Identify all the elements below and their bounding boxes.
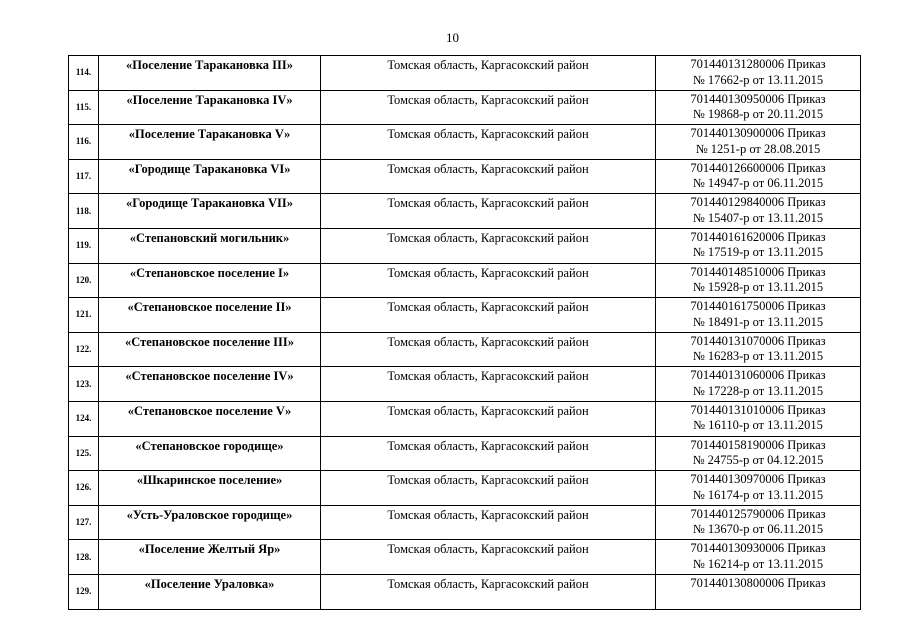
table-row xyxy=(69,505,861,540)
registration-number: 701440158190006 Приказ xyxy=(690,437,826,452)
table-row xyxy=(69,298,861,333)
registration-document xyxy=(656,332,861,367)
registration-document xyxy=(656,194,861,229)
order-reference: № 16283-р от 13.11.2015 xyxy=(692,349,824,364)
order-reference: № 13670-р от 06.11.2015 xyxy=(692,522,824,537)
row-number: 120. xyxy=(69,263,99,298)
object-location: Томская область, Каргасокский район xyxy=(321,332,656,367)
order-reference: № 1251-р от 28.08.2015 xyxy=(695,141,821,156)
registration-number: 701440161750006 Приказ xyxy=(690,299,826,314)
order-reference: № 16110-р от 13.11.2015 xyxy=(693,418,823,433)
object-location: Томская область, Каргасокский район xyxy=(321,298,656,333)
row-number: 117. xyxy=(69,159,99,194)
object-name: «Усть-Ураловское городище» xyxy=(99,505,321,540)
registration-number: 701440131280006 Приказ xyxy=(690,57,826,71)
heritage-registry-table xyxy=(68,55,861,610)
registration-document xyxy=(656,228,861,263)
table-row xyxy=(69,125,861,160)
object-name: «Городище Таракановка VII» xyxy=(99,194,321,229)
table-row xyxy=(69,367,861,402)
order-reference: № 14947-р от 06.11.2015 xyxy=(692,176,824,191)
registration-number: 701440129840006 Приказ xyxy=(690,195,826,210)
order-reference: № 24755-р от 04.12.2015 xyxy=(692,453,824,468)
registration-number: 701440126600006 Приказ xyxy=(690,160,826,175)
order-reference: № 15928-р от 13.11.2015 xyxy=(692,280,824,295)
row-number: 125. xyxy=(69,436,99,471)
order-reference: № 19868-р от 20.11.2015 xyxy=(692,107,824,122)
object-location: Томская область, Каргасокский район xyxy=(321,125,656,160)
registration-number: 701440125790006 Приказ xyxy=(690,506,826,521)
object-location: Томская область, Каргасокский район xyxy=(321,263,656,298)
registration-document xyxy=(656,540,861,575)
object-name: «Поселение Таракановка V» xyxy=(99,125,321,160)
order-reference: № 16174-р от 13.11.2015 xyxy=(692,487,824,502)
table-row xyxy=(69,401,861,436)
object-location: Томская область, Каргасокский район xyxy=(321,471,656,506)
object-location: Томская область, Каргасокский район xyxy=(321,436,656,471)
table-row xyxy=(69,90,861,125)
object-name: «Поселение Ураловка» xyxy=(99,574,321,609)
registration-document xyxy=(656,56,861,91)
order-reference: № 16214-р от 13.11.2015 xyxy=(692,556,824,571)
order-reference: № 17228-р от 13.11.2015 xyxy=(692,383,824,398)
registration-document xyxy=(656,471,861,506)
object-name: «Степановское городище» xyxy=(99,436,321,471)
row-number: 115. xyxy=(69,90,99,125)
row-number: 116. xyxy=(69,125,99,160)
registration-document xyxy=(656,574,861,609)
object-location: Томская область, Каргасокский район xyxy=(321,401,656,436)
registration-number: 701440130900006 Приказ xyxy=(690,126,826,141)
registration-document xyxy=(656,367,861,402)
object-location: Томская область, Каргасокский район xyxy=(321,540,656,575)
table-row xyxy=(69,436,861,471)
object-name: «Поселение Таракановка IV» xyxy=(99,90,321,125)
registration-document xyxy=(656,263,861,298)
object-location: Томская область, Каргасокский район xyxy=(321,56,656,91)
object-name: «Степановское поселение I» xyxy=(99,263,321,298)
table-row xyxy=(69,540,861,575)
registration-document xyxy=(656,436,861,471)
object-name: «Поселение Таракановка III» xyxy=(99,56,321,91)
registration-number: 701440161620006 Приказ xyxy=(690,229,826,244)
object-name: «Шкаринское поселение» xyxy=(99,471,321,506)
row-number: 127. xyxy=(69,505,99,540)
row-number: 119. xyxy=(69,228,99,263)
registration-number: 701440130930006 Приказ xyxy=(690,541,826,556)
registration-number: 701440148510006 Приказ xyxy=(690,264,826,279)
registration-document xyxy=(656,125,861,160)
row-number: 126. xyxy=(69,471,99,506)
order-reference: № 15407-р от 13.11.2015 xyxy=(692,210,824,225)
row-number: 129. xyxy=(69,574,99,609)
table-row xyxy=(69,332,861,367)
order-reference: № 17662-р от 13.11.2015 xyxy=(692,72,824,87)
row-number: 124. xyxy=(69,401,99,436)
object-name: «Степановское поселение IV» xyxy=(99,367,321,402)
object-location: Томская область, Каргасокский район xyxy=(321,90,656,125)
registration-document xyxy=(656,505,861,540)
order-reference: № 18491-р от 13.11.2015 xyxy=(692,314,824,329)
object-location: Томская область, Каргасокский район xyxy=(321,505,656,540)
order-reference: № 17519-р от 13.11.2015 xyxy=(692,245,824,260)
object-name: «Степановское поселение III» xyxy=(99,332,321,367)
object-location: Томская область, Каргасокский район xyxy=(321,228,656,263)
object-name: «Степановское поселение II» xyxy=(99,298,321,333)
registration-number: 701440130970006 Приказ xyxy=(690,472,826,487)
registration-document xyxy=(656,90,861,125)
table-row xyxy=(69,263,861,298)
registration-document xyxy=(656,298,861,333)
table-row xyxy=(69,159,861,194)
table-row xyxy=(69,471,861,506)
row-number: 122. xyxy=(69,332,99,367)
object-name: «Степановское поселение V» xyxy=(99,401,321,436)
row-number: 121. xyxy=(69,298,99,333)
table-row xyxy=(69,56,861,91)
object-location: Томская область, Каргасокский район xyxy=(321,159,656,194)
registration-document xyxy=(656,401,861,436)
table-row xyxy=(69,194,861,229)
registration-number: 701440130950006 Приказ xyxy=(690,91,826,106)
registration-number: 701440131010006 Приказ xyxy=(690,402,826,417)
object-name: «Степановский могильник» xyxy=(99,228,321,263)
registration-number: 701440131070006 Приказ xyxy=(690,333,826,348)
object-name: «Городище Таракановка VI» xyxy=(99,159,321,194)
registration-number: 701440131060006 Приказ xyxy=(690,368,826,383)
registration-number: 701440130800006 Приказ xyxy=(690,575,826,590)
table-row xyxy=(69,228,861,263)
row-number: 118. xyxy=(69,194,99,229)
registration-document xyxy=(656,159,861,194)
row-number: 123. xyxy=(69,367,99,402)
row-number: 114. xyxy=(69,56,99,91)
row-number: 128. xyxy=(69,540,99,575)
page-number: 10 xyxy=(446,30,459,45)
table-row xyxy=(69,574,861,609)
object-location: Томская область, Каргасокский район xyxy=(321,194,656,229)
object-location: Томская область, Каргасокский район xyxy=(321,367,656,402)
object-name: «Поселение Желтый Яр» xyxy=(99,540,321,575)
object-location: Томская область, Каргасокский район xyxy=(321,574,656,609)
